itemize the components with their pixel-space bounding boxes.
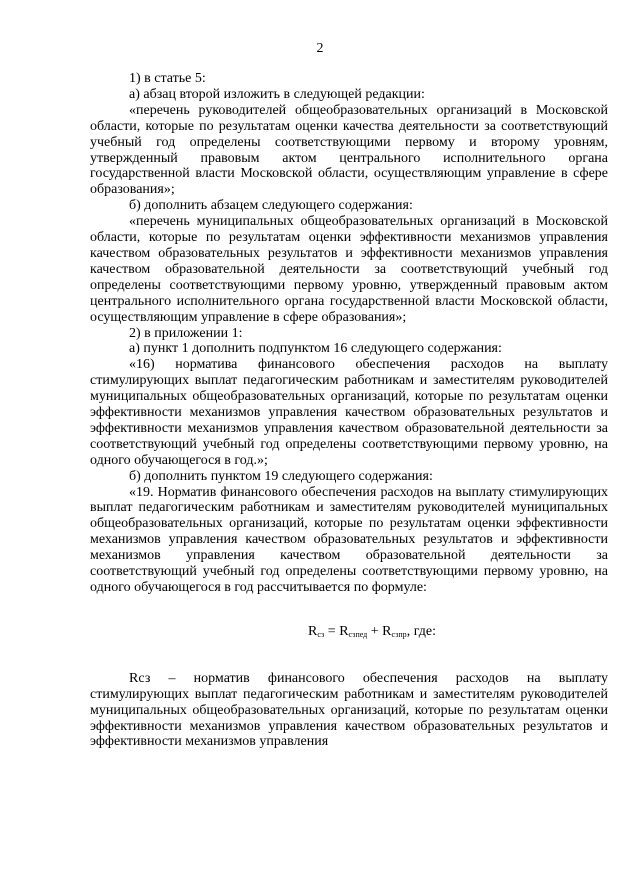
paragraph: а) абзац второй изложить в следующей редакции:	[129, 86, 425, 102]
page-number: 2	[316, 41, 324, 56]
formula-tail: , где:	[406, 623, 436, 639]
formula-term2-subscript: сзпр	[391, 629, 407, 639]
formula-lhs-subscript: сз	[317, 629, 325, 639]
paragraph: «перечень муниципальных общеобразовательных организаций в Московской области, которые по результатам оценки эффективности механизмов управления качеством образовательных результатов и эффективности механизмов управления качеством образовательной деятельности за соответствующий учебный год определены соответствующими первому уровню, утвержденный правовым актом центрального исполнительного органа государственной власти Московской области, осуществляющим управление в сфере образования»;	[90, 214, 608, 325]
paragraph: б) дополнить пунктом 19 следующего содержания:	[129, 468, 433, 484]
formula	[90, 624, 608, 640]
paragraph: а) пункт 1 дополнить подпунктом 16 следующего содержания:	[129, 341, 502, 357]
paragraphs-before-formula	[90, 71, 608, 596]
paragraph: Rсз – норматив финансового обеспечения расходов на выплату стимулирующих выплат педагогическим работникам и заместителям руководителей муниципальных общеобразовательных организаций, которые по результатам оценки эффективности механизмов управления качеством образовательных результатов и эффективности механизмов управления	[90, 670, 608, 750]
document-body	[90, 71, 608, 750]
formula-term1-subscript: сзпед	[348, 629, 368, 639]
paragraph: «19. Норматив финансового обеспечения расходов на выплату стимулирующих выплат педагогическим работникам и заместителям руководителей муниципальных общеобразовательных организаций, которые по результатам оценки эффективности механизмов управления качеством образовательных результатов и эффективности механизмов управления качеством образовательной деятельности за соответствующий учебный год определены соответствующими первому уровню, на одного обучающегося в год рассчитывается по формуле:	[90, 484, 608, 595]
paragraph: «16) норматива финансового обеспечения расходов на выплату стимулирующих выплат педагогическим работникам и заместителям руководителей муниципальных общеобразовательных организаций, которые по результатам оценки эффективности механизмов управления качеством образовательных результатов и эффективности механизмов управления качеством образовательной деятельности за соответствующий учебный год определены соответствующими первому уровню, на одного обучающегося в год.»;	[90, 357, 608, 468]
paragraph: 1) в статье 5:	[129, 71, 206, 86]
paragraph: «перечень руководителей общеобразовательных организаций в Московской области, которые по результатам оценки качества деятельности за соответствующий учебный год определены соответствующими первому и второму уровням, утвержденный правовым актом центрального исполнительного органа государственной власти Московской области, осуществляющим управление в сфере образования»;	[90, 102, 608, 198]
formula-plus-term: + R	[367, 623, 392, 639]
paragraphs-after-formula	[90, 671, 608, 751]
formula-equals-term: = R	[324, 623, 349, 639]
paragraph: б) дополнить абзацем следующего содержания:	[129, 198, 413, 214]
formula-lhs: R	[308, 623, 318, 639]
paragraph: 2) в приложении 1:	[129, 325, 243, 341]
